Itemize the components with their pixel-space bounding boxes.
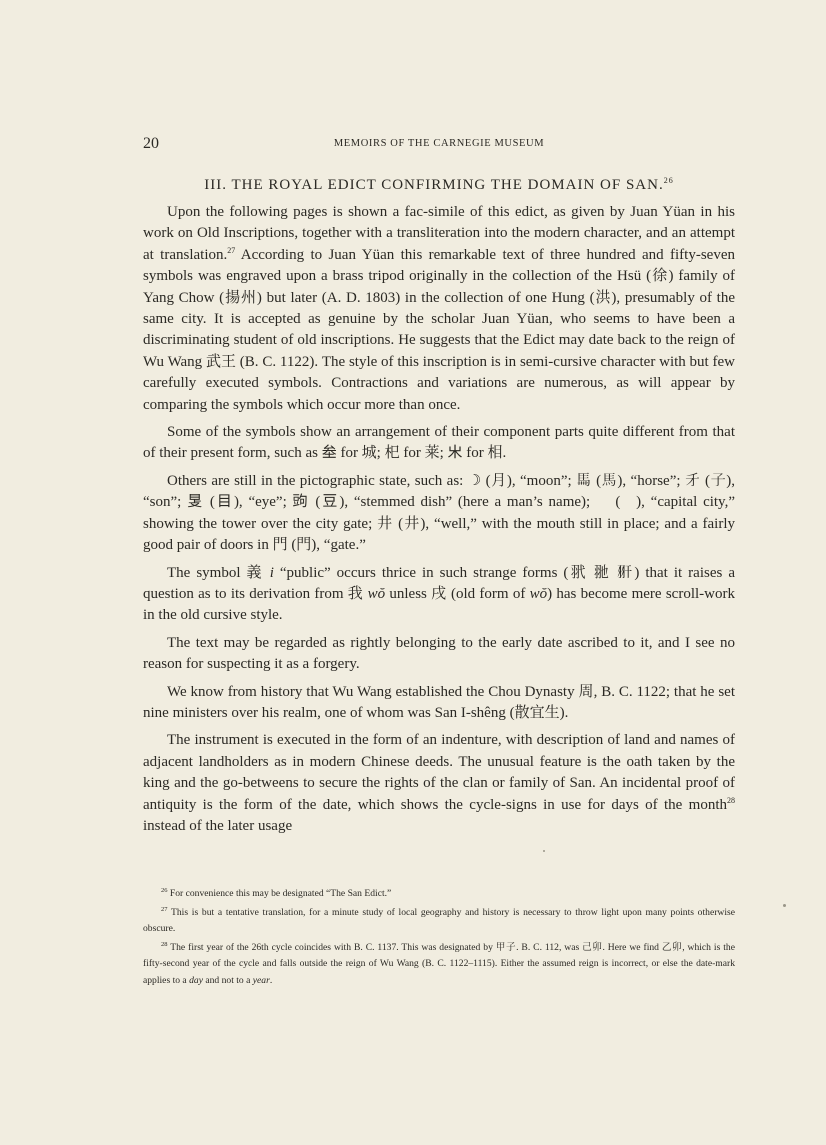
text-run: and not to a <box>202 974 253 986</box>
footnote-ref: 28 <box>161 940 168 948</box>
footnotes <box>143 886 735 991</box>
text-run: Upon the following pages is shown a fac-simile of this edict, as given by Juan Yüan in his work on Old Inscriptions, together with a transliteration into the modern character, and an attempt at translation. <box>143 204 735 263</box>
footnote-ref: 26 <box>161 886 168 894</box>
footnote-ref: 27 <box>161 905 168 913</box>
running-head: MEMOIRS OF THE CARNEGIE MUSEUM <box>333 138 545 149</box>
body-paragraph <box>143 563 735 627</box>
text-run: This is but a tentative translation, for a minute study of local geography and history is necessary to throw light upon many points otherwise obscure. <box>143 906 735 934</box>
footnote-ref: 27 <box>227 245 236 255</box>
footnote <box>143 905 735 938</box>
text-run: The instrument is executed in the form of an indenture, with description of land and names of adjacent landholders as in modern Chinese deeds. The unusual feature is the oath taken by the king and the go-betweens to secure the rights of the clan or family of San. An incidental proof of antiquity is the form of the date, which shows the cycle-signs in use for days of the month <box>143 732 735 813</box>
italic-text: wŏ <box>529 585 548 602</box>
section-title-text: III. THE ROYAL EDICT CONFIRMING THE DOMAIN OF SAN. <box>204 177 664 193</box>
body-paragraph <box>143 633 735 676</box>
body-paragraph <box>143 730 735 837</box>
text-run: The symbol 義 <box>167 564 270 581</box>
section-title <box>143 176 735 194</box>
text-run: ) has become mere scroll-work in the old cursive style. <box>143 585 735 624</box>
text-run: The text may be regarded as rightly belonging to the early date ascribed to it, and I see no reason for suspecting it as a forgery. <box>143 634 735 673</box>
body-text <box>143 202 735 843</box>
text-run: According to Juan Yüan this remarkable text of three hundred and fifty-seven symbols was engraved upon a brass tripod originally in the collection of the Hsü (徐) family of Yang Chow (揚州) but later (A. D. 1803) in the collection of one Hung (洪), presumably of the same city. It is accepted as genuine by the scholar Juan Yüan, who seems to have been a discriminating student of old inscriptions. He suggests that the Edict may date back to the reign of Wu Wang 武王 (B. C. 1122). The style of this inscription is in semi-cursive character with but few carefully executed symbols. Contractions and variations are numerous, as will appear by comparing the symbols which occur more than once. <box>143 246 735 413</box>
page-number: 20 <box>143 135 159 152</box>
body-paragraph <box>143 471 735 557</box>
text-run: The first year of the 26th cycle coincides with B. C. 1137. This was designated by 甲子. B. C. 112, was 己卯. Here we find 乙卯, which is the fifty-second year of the cycle and falls outside the reign of Wu Wang (B. C. 1122–1115). Either the assumed reign is incorrect, or else the date-mark applies to a <box>143 941 735 986</box>
italic-text: wŏ <box>367 585 386 602</box>
body-paragraph <box>143 422 735 465</box>
text-run: unless 戌 (old form of <box>385 585 530 602</box>
italic-text: i <box>269 564 274 581</box>
italic-text: day <box>189 974 203 986</box>
text-run: For convenience this may be designated “The San Edict.” <box>167 888 392 899</box>
text-run: We know from history that Wu Wang established the Chou Dynasty 周, B. C. 1122; that he set nine ministers over his realm, one of whom was San I-shêng (散宜生). <box>143 683 735 721</box>
paper-speck <box>783 904 786 907</box>
page-header <box>143 135 735 155</box>
text-run: instead of the later usage <box>143 817 293 834</box>
footnote-ref: 28 <box>727 795 735 805</box>
body-paragraph <box>143 682 735 725</box>
footnote <box>143 940 735 990</box>
paper-speck <box>543 850 545 852</box>
italic-text: year <box>252 974 270 986</box>
text-run: Some of the symbols show an arrangement of their component parts quite different from that of their present form, such as 𡊄 for 城; 𣏌 for 莱; 𣎵 for 相. <box>143 424 735 462</box>
footnote <box>143 886 735 903</box>
text-run: “public” occurs thrice in such strange forms (𦏵 𦏸 𦏹) that it raises a question as to its derivation from 我 <box>143 564 735 602</box>
body-paragraph <box>143 202 735 416</box>
text-run: . <box>269 974 273 986</box>
text-run: Others are still in the pictographic state, such as: ☽ (月), “moon”; 𩡧 (馬), “horse”; 𠄒 (子), “son”; 𥄎 (目), “eye”; 𧯠 (豆), “stemmed dish” (here a man’s name); 𠅏 (京), “capital city,” showing the tower over the city gate; 井 (井), “well,” with the mouth still in place; and a fairly good pair of doors in 門 (門), “gate.” <box>143 472 735 554</box>
footnote-ref: 26 <box>663 176 674 185</box>
